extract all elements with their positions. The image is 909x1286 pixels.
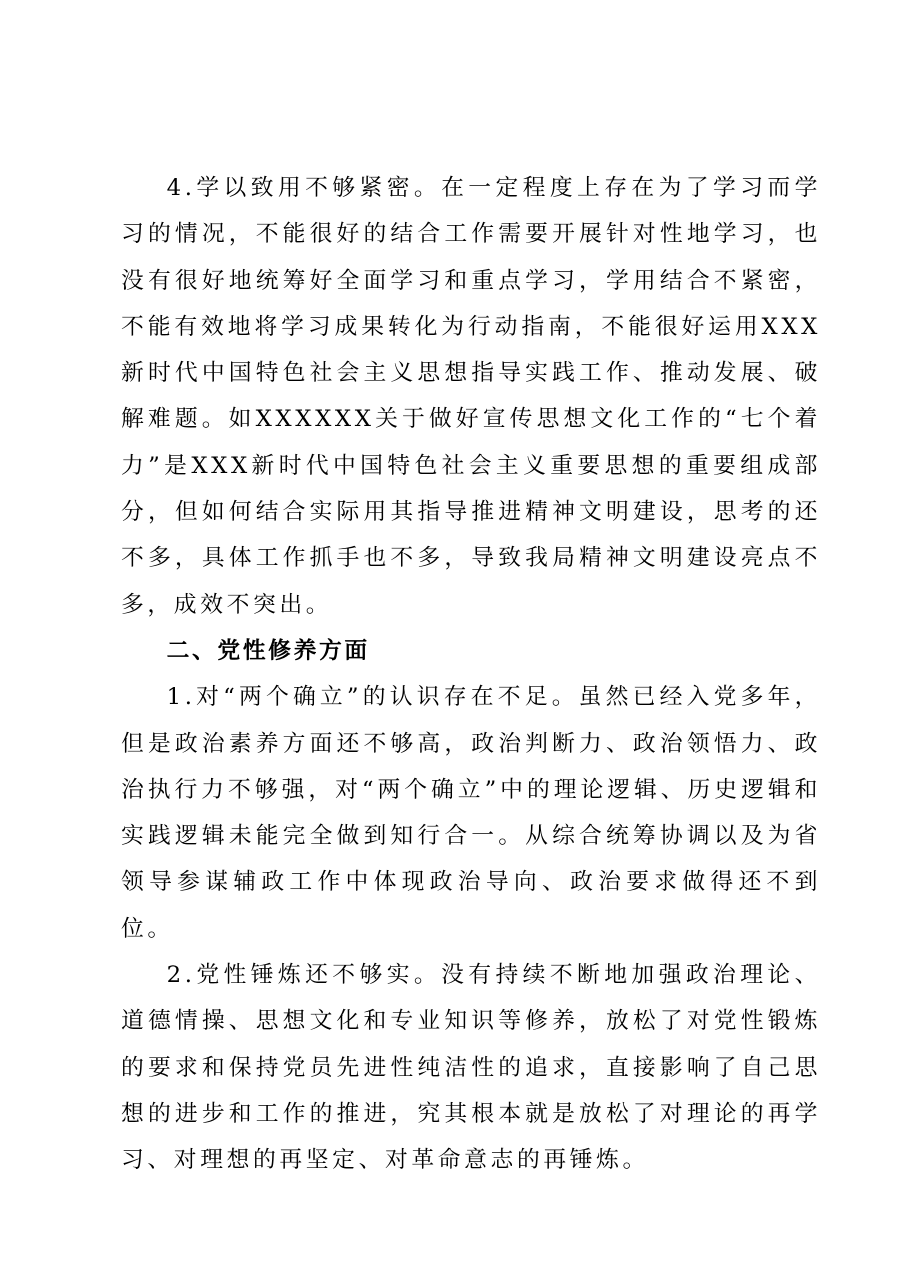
section-heading-party-cultivation: 二、党性修养方面 xyxy=(166,637,370,664)
paragraph-study-application: 4.学以致用不够紧密。在一定程度上存在为了学习而学习的情况，不能很好的结合工作需要开展针对性地学习，也没有很好地统筹好全面学习和重点学习，学用结合不紧密，不能有效地将学习成果转化为行动指南，不能很好运用XXX新时代中国特色社会主义思想指导实践工作、推动发展、破解难题。如XXXXXX关于做好宣传思想文化工作的“七个着力”是XXX新时代中国特色社会主义重要思想的重要组成部分，但如何结合实际用其指导推进精神文明建设，思考的还不多，具体工作抓手也不多，导致我局精神文明建设亮点不多，成效不突出。 xyxy=(121,175,821,618)
document-body xyxy=(121,165,821,1184)
paragraph-two-establishments: 1.对“两个确立”的认识存在不足。虽然已经入党多年，但是政治素养方面还不够高，政治判断力、政治领悟力、政治执行力不够强，对“两个确立”中的理论逻辑、历史逻辑和实践逻辑未能完全做到知行合一。从综合统筹协调以及为省领导参谋辅政工作中体现政治导向、政治要求做得还不到位。 xyxy=(121,684,821,942)
paragraph-party-tempering: 2.党性锤炼还不够实。没有持续不断地加强政治理论、道德情操、思想文化和专业知识等修养，放松了对党性锻炼的要求和保持党员先进性纯洁性的追求，直接影响了自己思想的进步和工作的推进，究其根本就是放松了对理论的再学习、对理想的再坚定、对革命意志的再锤炼。 xyxy=(121,962,821,1174)
